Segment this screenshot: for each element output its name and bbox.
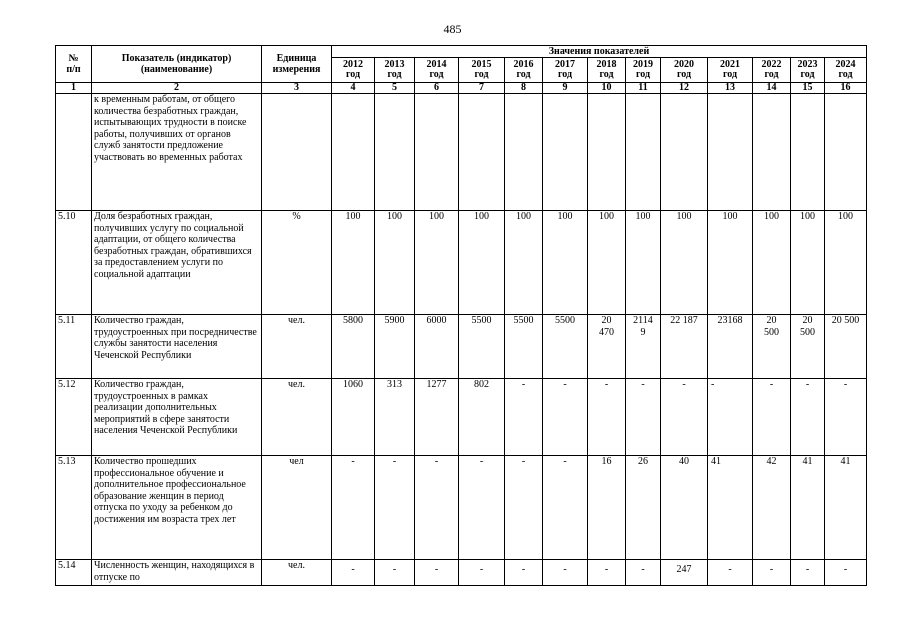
indicator-value: 20 500 xyxy=(753,315,791,379)
table-row xyxy=(56,211,867,315)
indicator-value: - xyxy=(415,560,459,586)
indicator-value: 26 xyxy=(626,456,661,560)
column-number: 12 xyxy=(661,83,708,94)
indicator-value: - xyxy=(375,560,415,586)
column-number: 5 xyxy=(375,83,415,94)
indicator-value: 6000 xyxy=(415,315,459,379)
header-year: 2021 год xyxy=(708,58,753,83)
indicator-value xyxy=(543,94,588,211)
table-row xyxy=(56,456,867,560)
indicator-value: - xyxy=(505,379,543,456)
column-number: 14 xyxy=(753,83,791,94)
header-year: 2012 год xyxy=(332,58,375,83)
indicator-value: 5500 xyxy=(543,315,588,379)
indicator-value: 20 500 xyxy=(825,315,867,379)
column-number: 1 xyxy=(56,83,92,94)
indicator-name: к временным работам, от общего количества безработных граждан, испытывающих трудности в поиске работы, получивших от органов служб занятости предложение участвовать во временных работах xyxy=(92,94,262,211)
indicator-value: - xyxy=(753,379,791,456)
column-number: 13 xyxy=(708,83,753,94)
indicator-value xyxy=(415,94,459,211)
indicator-value: - xyxy=(332,560,375,586)
indicator-value: - xyxy=(505,560,543,586)
indicator-value: 313 xyxy=(375,379,415,456)
column-number: 4 xyxy=(332,83,375,94)
indicator-value: 100 xyxy=(661,211,708,315)
table-row xyxy=(56,379,867,456)
indicator-value: - xyxy=(588,560,626,586)
indicator-value: - xyxy=(708,379,753,456)
indicator-value: 42 xyxy=(753,456,791,560)
row-number: 5.13 xyxy=(56,456,92,560)
header-year: 2022 год xyxy=(753,58,791,83)
indicator-value xyxy=(375,94,415,211)
indicator-value: 41 xyxy=(708,456,753,560)
indicator-value: - xyxy=(459,456,505,560)
header-year: 2014 год xyxy=(415,58,459,83)
indicator-value: - xyxy=(791,379,825,456)
indicator-value xyxy=(753,94,791,211)
indicator-value: 100 xyxy=(543,211,588,315)
indicator-value: 41 xyxy=(791,456,825,560)
unit-of-measure: чел. xyxy=(262,315,332,379)
indicator-value: - xyxy=(825,560,867,586)
indicator-value: 2114 9 xyxy=(626,315,661,379)
indicator-value: - xyxy=(753,560,791,586)
header-values: Значения показателей xyxy=(332,46,867,58)
indicator-name: Численность женщин, находящихся в отпуске по xyxy=(92,560,262,586)
indicator-value: 100 xyxy=(415,211,459,315)
indicator-value: - xyxy=(626,379,661,456)
indicator-value: - xyxy=(791,560,825,586)
indicator-value xyxy=(588,94,626,211)
indicator-value: - xyxy=(661,379,708,456)
table-row xyxy=(56,94,867,211)
column-number: 11 xyxy=(626,83,661,94)
column-number: 7 xyxy=(459,83,505,94)
column-number: 9 xyxy=(543,83,588,94)
indicator-value xyxy=(825,94,867,211)
indicator-value xyxy=(505,94,543,211)
indicator-value: 100 xyxy=(459,211,505,315)
header-year: 2016 год xyxy=(505,58,543,83)
header-year: 2015 год xyxy=(459,58,505,83)
indicator-value: 100 xyxy=(505,211,543,315)
indicator-value xyxy=(791,94,825,211)
column-number: 15 xyxy=(791,83,825,94)
column-number: 2 xyxy=(92,83,262,94)
indicator-value: 802 xyxy=(459,379,505,456)
indicator-value: - xyxy=(332,456,375,560)
indicator-value: 100 xyxy=(708,211,753,315)
indicator-value: 40 xyxy=(661,456,708,560)
unit-of-measure: чел xyxy=(262,456,332,560)
row-number xyxy=(56,94,92,211)
indicator-value: - xyxy=(588,379,626,456)
header-unit: Единица измерения xyxy=(262,46,332,83)
indicator-value: 247 xyxy=(661,560,708,586)
row-number: 5.14 xyxy=(56,560,92,586)
indicator-value: 5800 xyxy=(332,315,375,379)
indicator-value xyxy=(626,94,661,211)
table-row xyxy=(56,560,867,586)
header-year: 2020 год xyxy=(661,58,708,83)
indicator-value xyxy=(661,94,708,211)
unit-of-measure xyxy=(262,94,332,211)
indicator-name: Количество граждан, трудоустроенных в рамках реализации дополнительных мероприятий в сфере занятости населения Чеченской Республики xyxy=(92,379,262,456)
row-number: 5.11 xyxy=(56,315,92,379)
indicator-value: 100 xyxy=(753,211,791,315)
indicator-value: 100 xyxy=(626,211,661,315)
indicator-value: 5500 xyxy=(505,315,543,379)
indicator-value: - xyxy=(505,456,543,560)
header-year: 2023 год xyxy=(791,58,825,83)
header-indicator: Показатель (индикатор) (наименование) xyxy=(92,46,262,83)
indicator-value xyxy=(708,94,753,211)
row-number: 5.10 xyxy=(56,211,92,315)
header-year: 2024 год xyxy=(825,58,867,83)
indicator-value: - xyxy=(375,456,415,560)
indicator-name: Количество граждан, трудоустроенных при посредничестве службы занятости населения Чеченской Республики xyxy=(92,315,262,379)
page-number: 485 xyxy=(443,22,462,36)
header-num: № п/п xyxy=(56,46,92,83)
indicator-value: 16 xyxy=(588,456,626,560)
column-number: 3 xyxy=(262,83,332,94)
row-number: 5.12 xyxy=(56,379,92,456)
column-number: 10 xyxy=(588,83,626,94)
table-row xyxy=(56,315,867,379)
indicator-value: 100 xyxy=(791,211,825,315)
indicator-value: 100 xyxy=(332,211,375,315)
column-number: 16 xyxy=(825,83,867,94)
indicator-value: 5900 xyxy=(375,315,415,379)
indicator-name: Доля безработных граждан, получивших услугу по социальной адаптации, от общего количества безработных граждан, обратившихся за предоставлением услуги по социальной адаптации xyxy=(92,211,262,315)
header-year: 2018 год xyxy=(588,58,626,83)
indicator-value: 1277 xyxy=(415,379,459,456)
indicator-value: - xyxy=(415,456,459,560)
indicators-table xyxy=(55,45,867,586)
indicator-value: 20 500 xyxy=(791,315,825,379)
indicator-value xyxy=(459,94,505,211)
indicator-value: - xyxy=(543,560,588,586)
indicator-value: 100 xyxy=(588,211,626,315)
indicator-value: - xyxy=(543,379,588,456)
indicator-value: - xyxy=(543,456,588,560)
indicator-value xyxy=(332,94,375,211)
indicator-value: 100 xyxy=(375,211,415,315)
column-number: 6 xyxy=(415,83,459,94)
indicator-value: - xyxy=(708,560,753,586)
indicator-value: 20 470 xyxy=(588,315,626,379)
indicator-value: - xyxy=(626,560,661,586)
header-year: 2013 год xyxy=(375,58,415,83)
indicator-value: 1060 xyxy=(332,379,375,456)
indicator-value: - xyxy=(825,379,867,456)
indicator-value: 100 xyxy=(825,211,867,315)
indicator-value: 23168 xyxy=(708,315,753,379)
indicator-name: Количество прошедших профессиональное обучение и дополнительное профессиональное образование женщин в период отпуска по уходу за ребенком до достижения им возраста трех лет xyxy=(92,456,262,560)
header-year: 2019 год xyxy=(626,58,661,83)
indicator-value: - xyxy=(459,560,505,586)
column-number: 8 xyxy=(505,83,543,94)
indicator-value: 41 xyxy=(825,456,867,560)
unit-of-measure: чел. xyxy=(262,379,332,456)
header-year: 2017 год xyxy=(543,58,588,83)
indicator-value: 5500 xyxy=(459,315,505,379)
unit-of-measure: % xyxy=(262,211,332,315)
indicator-value: 22 187 xyxy=(661,315,708,379)
unit-of-measure: чел. xyxy=(262,560,332,586)
